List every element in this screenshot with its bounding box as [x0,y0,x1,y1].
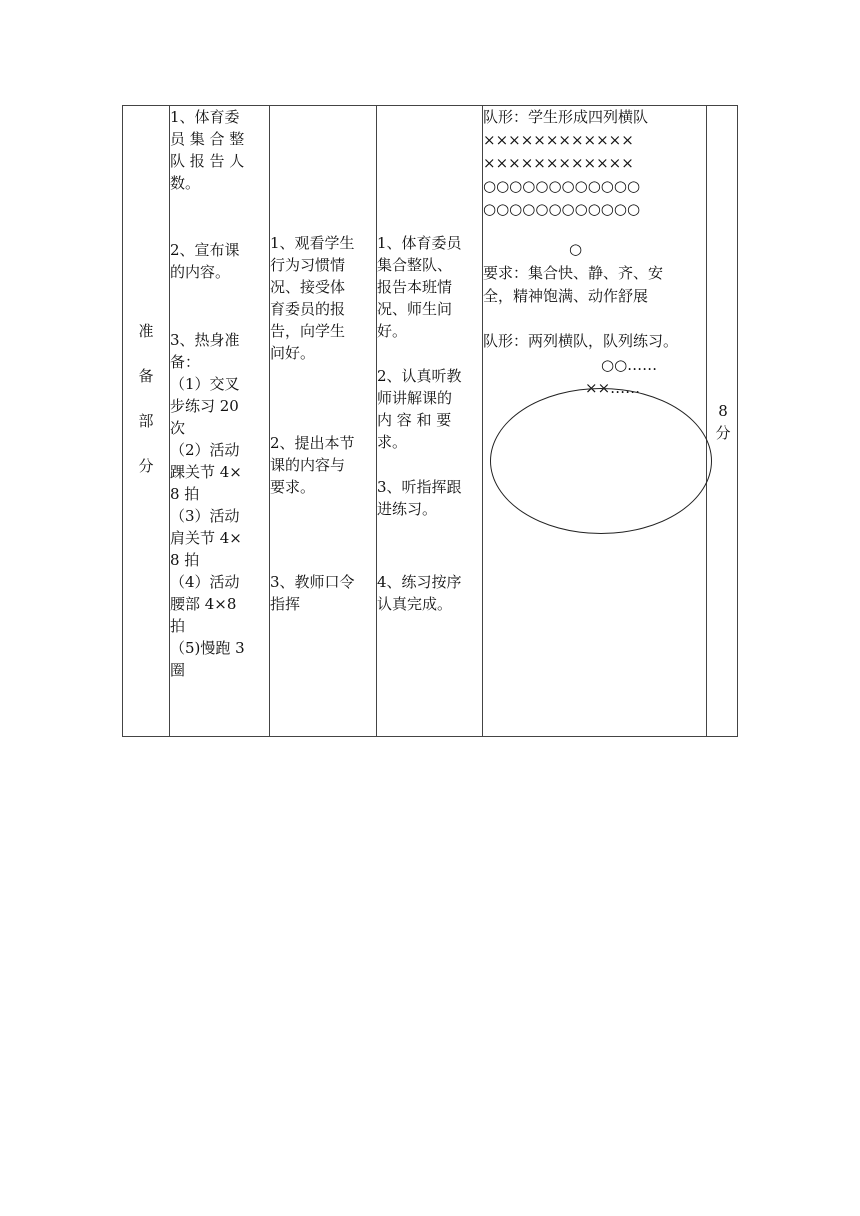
formation-row-o: ○○○○○○○○○○○○ [483,177,641,195]
content-text: 8 拍 [170,551,200,569]
student-text: 2、认真听教 [377,367,462,385]
student-text: 求。 [377,433,408,451]
teacher-text: 告，向学生 [270,322,346,340]
section-char: 准 [138,322,154,340]
content-text: 员 集 合 整 [170,130,245,148]
student-text: 进练习。 [377,500,438,518]
section-char: 分 [138,457,154,475]
student-activity-column [377,106,482,736]
student-text: 1、体育委员 [377,234,462,252]
formation-row-o: ○○○○○○○○○○○○ [483,200,641,218]
content-text: （3）活动 [170,507,240,525]
teacher-text: 行为习惯情 [270,256,346,274]
content-text: 备： [170,353,201,371]
student-text: 3、听指挥跟 [377,478,462,496]
content-text: 1、体育委 [170,108,240,126]
content-text: 的内容。 [170,263,231,281]
student-text: 4、练习按序 [377,573,462,591]
student-text: 报告本班情 [377,278,453,296]
content-text: 2、宣布课 [170,241,240,259]
content-text: 次 [170,419,186,437]
student-text: 内 容 和 要 [377,411,452,429]
formation-row-x: ×××××××××××× [483,154,634,172]
time-unit: 分 [715,424,731,442]
section-label [123,106,169,736]
requirement-text: 全，精神饱满、动作舒展 [483,287,649,305]
content-text: 3、热身准 [170,331,240,349]
content-text: 8 拍 [170,485,200,503]
teacher-text: 指挥 [270,595,301,613]
content-text: （2）活动 [170,441,240,459]
content-text: 队 报 告 人 [170,152,245,170]
content-text: 数。 [170,174,201,192]
student-text: 师讲解课的 [377,389,453,407]
teacher-text: 1、观看学生 [270,234,355,252]
content-text: （1）交叉 [170,375,240,393]
teacher-position-mark: ○ [569,240,583,258]
formation-title: 队形：学生形成四列横队 [483,108,649,126]
content-text: 肩关节 4× [170,529,242,547]
section-char: 部 [138,412,154,430]
content-text: 腰部 4×8 [170,595,237,613]
content-text: 踝关节 4× [170,463,242,481]
two-row-x-line: ××…… [585,379,641,397]
time-column [707,106,739,736]
running-track-ellipse [490,388,712,534]
teacher-text: 课的内容与 [270,456,346,474]
two-row-o-line: ○○…… [601,356,658,374]
teacher-text: 要求。 [270,478,316,496]
content-text: 步练习 20 [170,397,239,415]
teacher-text: 况、接受体 [270,278,346,296]
student-text: 集合整队、 [377,256,453,274]
teacher-text: 问好。 [270,344,316,362]
student-text: 认真完成。 [377,595,453,613]
formation-title: 队形：两列横队，队列练习。 [483,332,679,350]
teacher-text: 3、教师口令 [270,573,355,591]
formation-row-x: ×××××××××××× [483,131,634,149]
requirement-text: 要求：集合快、静、齐、安 [483,264,664,282]
content-column [170,106,269,736]
lesson-plan-table [122,105,738,737]
teacher-activity-column [270,106,376,736]
student-text: 好。 [377,322,408,340]
content-text: （5)慢跑 3 [170,639,245,657]
section-char: 备 [138,367,154,385]
teacher-text: 2、提出本节 [270,434,355,452]
time-value: 8 [718,402,728,420]
content-text: （4）活动 [170,573,240,591]
content-text: 圈 [170,661,186,679]
content-text: 拍 [170,617,186,635]
teacher-text: 育委员的报 [270,300,346,318]
student-text: 况、师生问 [377,300,453,318]
